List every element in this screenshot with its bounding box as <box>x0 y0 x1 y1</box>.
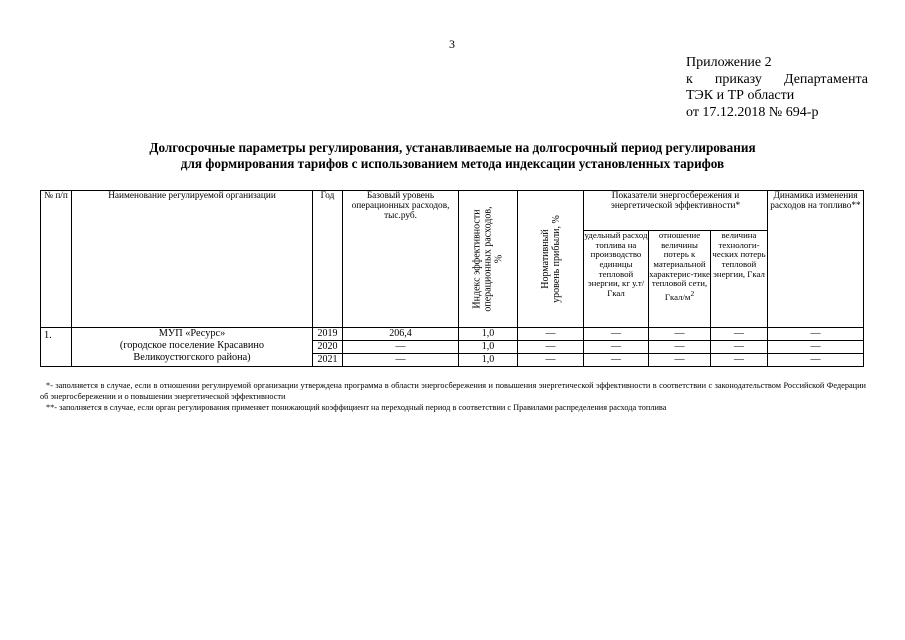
title-line-1: Долгосрочные параметры регулирования, устанавливаемые на долгосрочный период регулирования <box>149 140 756 155</box>
loss-ratio-text: отношение величины потерь к материальной характерис-тике тепловой сети, Гкал/м <box>649 230 710 302</box>
header-number: № п/п <box>41 191 72 328</box>
appendix-line-1: Приложение 2 <box>686 55 772 70</box>
cell-technological-losses: — <box>711 341 768 354</box>
header-fuel-consumption: удельный расход топлива на производство единицы тепловой энергии, кг у.т/Гкал <box>584 231 649 328</box>
cell-loss-ratio: — <box>649 354 711 367</box>
cell-profit-level: — <box>518 328 584 341</box>
footnote-1: *- заполняется в случае, если в отношении регулируемой организации утверждена программа в области энергосбережения и повышения энергетической эффективности в соответствии с законодательством Российской Федерации об энергосбережении и о повышении энергетической эффективности <box>40 381 866 401</box>
loss-ratio-superscript: 2 <box>690 288 695 298</box>
cell-technological-losses: — <box>711 354 768 367</box>
org-name <box>72 328 313 367</box>
cell-fuel-consumption: — <box>584 328 649 341</box>
header-efficiency-index <box>459 191 518 328</box>
header-base-level: Базовый уровень операционных расходов, тыс.руб. <box>343 191 459 328</box>
header-energy-indicators: Показатели энергосбережения и энергетической эффективности* <box>584 191 768 231</box>
cell-fuel-dynamics: — <box>768 341 864 354</box>
cell-base-level: — <box>343 341 459 354</box>
header-organization: Наименование регулируемой организации <box>72 191 313 328</box>
profit-level-line-1: Нормативный <box>539 229 551 289</box>
cell-technological-losses: — <box>711 328 768 341</box>
cell-loss-ratio: — <box>649 341 711 354</box>
org-name-line-2: (городское поселение Красавино <box>119 340 265 351</box>
cell-year: 2019 <box>313 328 343 341</box>
appendix-line-3: ТЭК и ТР области <box>686 88 795 103</box>
cell-fuel-dynamics: — <box>768 328 864 341</box>
cell-profit-level: — <box>518 341 584 354</box>
cell-efficiency-index: 1,0 <box>459 328 518 341</box>
header-profit-level <box>518 191 584 328</box>
cell-base-level: 206,4 <box>343 328 459 341</box>
cell-efficiency-index: 1,0 <box>459 354 518 367</box>
parameters-table <box>40 190 864 367</box>
cell-efficiency-index: 1,0 <box>459 341 518 354</box>
appendix-line-2: к приказу Департамента <box>686 71 868 87</box>
efficiency-index-line-3: % <box>493 254 505 264</box>
appendix-header <box>686 55 868 121</box>
header-year: Год <box>313 191 343 328</box>
efficiency-index-line-2: операционных расходов, <box>482 206 494 312</box>
cell-fuel-dynamics: — <box>768 354 864 367</box>
cell-fuel-consumption: — <box>584 354 649 367</box>
footnotes <box>40 381 866 414</box>
cell-year: 2020 <box>313 341 343 354</box>
header-technological-losses: величина технологи-ческих потерь тепловой энергии, Гкал <box>711 231 768 328</box>
efficiency-index-line-1: Индекс эффективности <box>471 209 483 309</box>
document-title <box>40 140 865 172</box>
appendix-line-4: от 17.12.2018 № 694-р <box>686 104 819 120</box>
org-name-line-1: МУП «Ресурс» <box>158 328 226 339</box>
header-loss-ratio <box>649 231 711 328</box>
profit-level-line-2: уровень прибыли, % <box>550 215 562 303</box>
cell-fuel-consumption: — <box>584 341 649 354</box>
cell-base-level: — <box>343 354 459 367</box>
footnote-2: **- заполняется в случае, если орган регулирования применяет понижающий коэффициент на переходный период в соответствии с Правилами распределения расхода топлива <box>46 403 667 412</box>
title-line-2: для формирования тарифов с использованием метода индексации установленных тарифов <box>180 156 725 171</box>
org-name-line-3: Великоустюгского района) <box>133 352 251 363</box>
page-number: 3 <box>449 37 455 51</box>
cell-profit-level: — <box>518 354 584 367</box>
cell-year: 2021 <box>313 354 343 367</box>
header-fuel-dynamics: Динамика изменения расходов на топливо** <box>768 191 864 328</box>
cell-loss-ratio: — <box>649 328 711 341</box>
org-number: 1. <box>41 328 72 367</box>
